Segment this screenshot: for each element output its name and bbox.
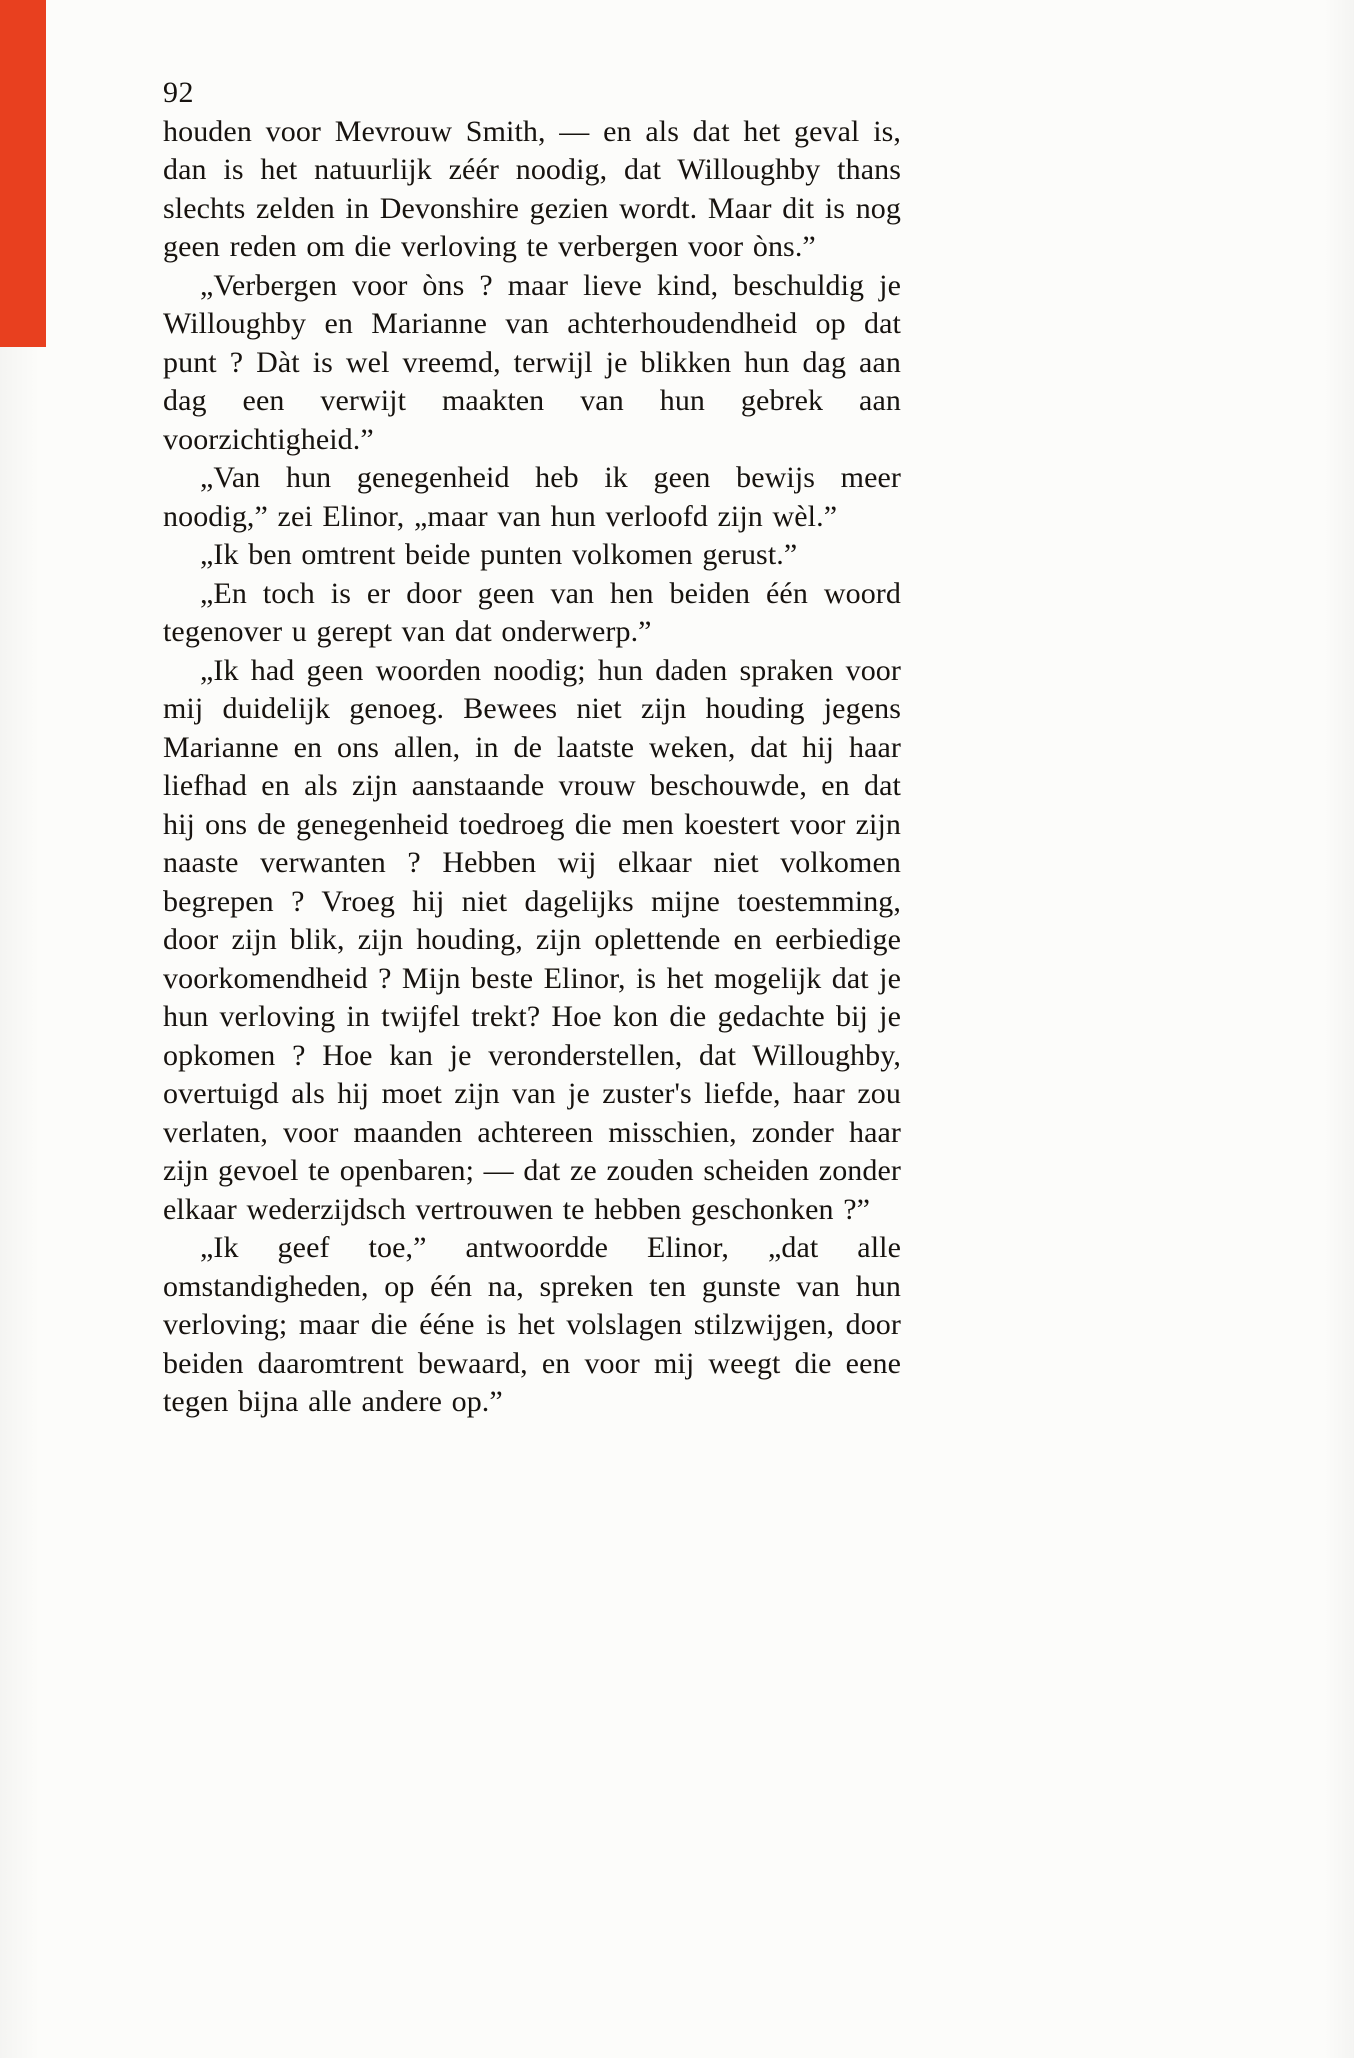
paragraph: „Van hun genegenheid heb ik geen bewijs meer noodig,” zei Elinor, „maar van hun verloofd zijn wèl.” — [163, 461, 901, 533]
paragraph: „Ik ben omtrent beide punten volkomen gerust.” — [200, 538, 798, 571]
paragraph: „Verbergen voor òns ? maar lieve kind, beschuldig je Willoughby en Marianne van achterhoudendheid op dat punt ? Dàt is wel vreemd, terwijl je blikken hun dag aan dag een verwijt maakten van hun gebrek aan voorzichtigheid.” — [163, 268, 901, 456]
paragraph: „Ik had geen woorden noodig; hun daden spraken voor mij duidelijk genoeg. Bewees niet zijn houding jegens Marianne en ons allen, in de laatste weken, dat hij haar liefhad en als zijn aanstaande vrouw beschouwde, en dat hij ons de genegenheid toedroeg die men koestert voor zijn naaste verwanten ? Hebben wij elkaar niet volkomen begrepen ? Vroeg hij niet dagelijks mijne toestemming, door zijn blik, zijn houding, zijn oplettende en eerbiedige voorkomendheid ? Mijn beste Elinor, is het mogelijk dat je hun verloving in twijfel trekt? Hoe kon die gedachte bij je opkomen ? Hoe kan je veronderstellen, dat Willoughby, overtuigd als hij moet zijn van je zuster's liefde, haar zou verlaten, voor maanden achtereen misschien, zonder haar zijn gevoel te openbaren; — dat ze zouden scheiden zonder elkaar wederzijdsch vertrouwen te hebben geschonken ?” — [163, 653, 901, 1226]
paragraph: „Ik geef toe,” antwoordde Elinor, „dat alle omstandigheden, op één na, spreken ten gunste van hun verloving; maar die ééne is het volslagen stilzwijgen, door beiden daaromtrent bewaard, en voor mij weegt die eene tegen bijna alle andere op.” — [163, 1231, 901, 1418]
paragraph: „En toch is er door geen van hen beiden één woord tegenover u gerept van dat onderwerp.” — [163, 576, 901, 648]
text-block — [163, 74, 901, 1422]
page-number: 92 — [163, 76, 194, 109]
paragraph: houden voor Mevrouw Smith, — en als dat het geval is, dan is het natuurlijk zéér noodig, dat Willoughby thans slechts zelden in Devonshire gezien wordt. Maar dit is nog geen reden om die verloving te verbergen voor òns.” — [163, 114, 901, 263]
red-edge-stripe — [0, 0, 46, 347]
